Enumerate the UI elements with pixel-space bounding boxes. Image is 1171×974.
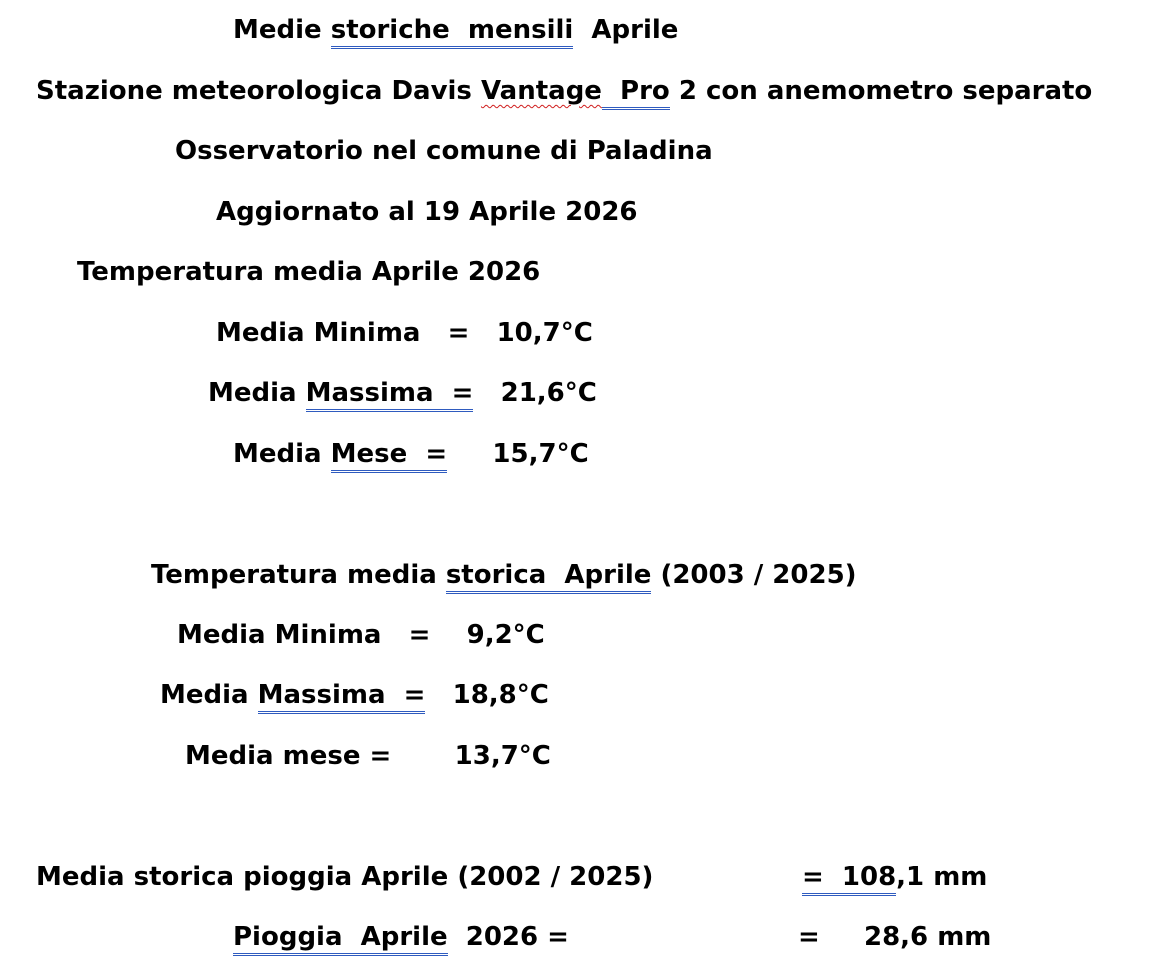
historical-heading-years: (2003 / 2025) <box>651 560 857 590</box>
rain-historical-value <box>802 860 987 894</box>
current-min-line: Media Minima = 10,7°C <box>216 318 593 348</box>
rain-current-year: 2026 = <box>447 922 569 952</box>
observatory-line: Osservatorio nel comune di Paladina <box>175 136 713 166</box>
current-mean-underlined: Mese = <box>331 439 448 473</box>
historical-max-prefix: Media <box>160 680 258 710</box>
current-mean-prefix: Media <box>233 439 331 469</box>
title-month: Aprile <box>573 15 679 45</box>
historical-max-line <box>160 678 549 712</box>
current-max-prefix: Media <box>208 378 306 408</box>
station-suffix: 2 con anemometro separato <box>669 76 1093 106</box>
rain-current-value: 28,6 mm <box>864 922 992 952</box>
historical-heading <box>151 558 857 592</box>
rain-current-equals: = <box>798 922 820 952</box>
historical-heading-underlined: storica Aprile <box>446 560 652 594</box>
station-line <box>36 74 1092 108</box>
current-mean-value: 15,7°C <box>447 439 589 469</box>
historical-min-line: Media Minima = 9,2°C <box>177 620 545 650</box>
title-prefix: Medie <box>233 15 331 45</box>
station-vantage: Vantage <box>480 76 602 106</box>
current-mean-line <box>233 437 589 471</box>
rain-current-label <box>233 920 569 954</box>
current-heading: Temperatura media Aprile 2026 <box>77 257 541 287</box>
rain-historical-underlined: = 108 <box>802 862 896 896</box>
historical-max-value: 18,8°C <box>425 680 549 710</box>
historical-max-underlined: Massima = <box>258 680 426 714</box>
current-max-value: 21,6°C <box>473 378 597 408</box>
station-prefix: Stazione meteorologica Davis <box>36 76 481 106</box>
historical-heading-prefix: Temperatura media <box>151 560 446 590</box>
page-title <box>233 13 678 47</box>
current-max-underlined: Massima = <box>306 378 474 412</box>
rain-historical-decimal: ,1 mm <box>896 862 988 892</box>
title-underlined: storiche mensili <box>331 15 574 49</box>
station-pro: Pro <box>602 76 670 110</box>
historical-mean-line: Media mese = 13,7°C <box>185 741 551 771</box>
rain-current-underlined: Pioggia Aprile <box>233 922 448 956</box>
updated-line: Aggiornato al 19 Aprile 2026 <box>216 197 638 227</box>
current-max-line <box>208 376 597 410</box>
rain-historical-label: Media storica pioggia Aprile (2002 / 2025) <box>36 862 654 892</box>
